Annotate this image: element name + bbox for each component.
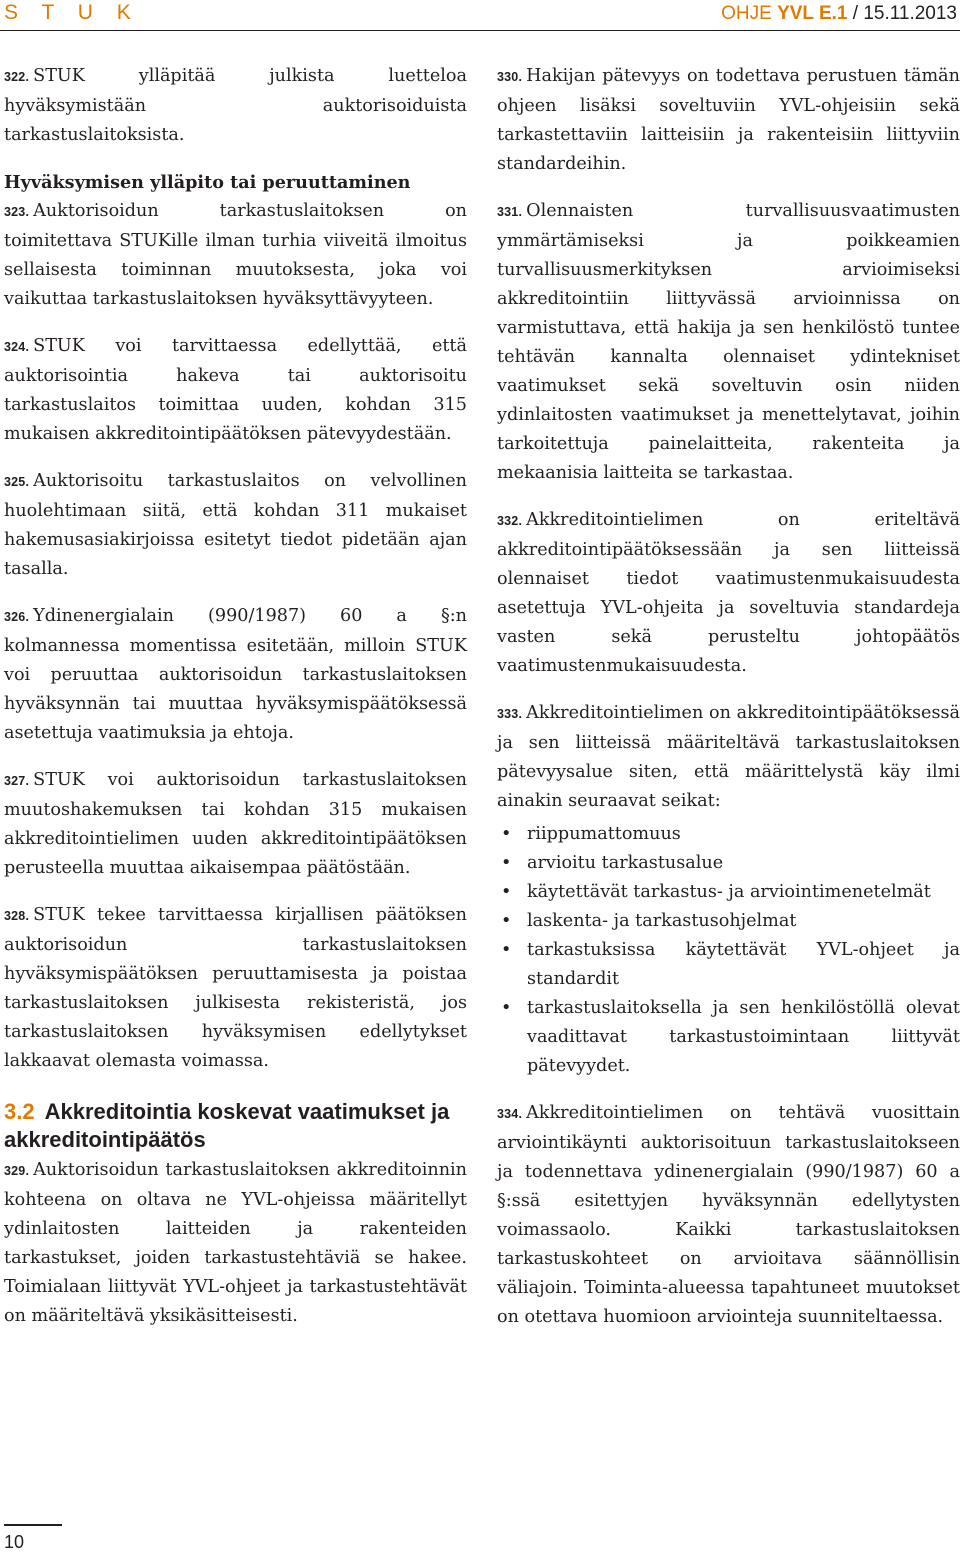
paragraph-number: 330. xyxy=(497,70,523,84)
bullet-icon: • xyxy=(501,853,512,873)
subheading: Hyväksymisen ylläpito tai peruuttaminen xyxy=(4,172,411,193)
paragraph-number: 322. xyxy=(4,70,30,84)
paragraph-number: 326. xyxy=(4,610,30,624)
doc-date: 15.11.2013 xyxy=(863,3,957,24)
paragraph-text: Akkreditointielimen on eriteltävä akkreditointipäätöksessään ja sen liitteissä olennaiset tiedot vaatimustenmukaisuudesta asetettuja YVL-ohjeita ja soveltuvia standardeja vasten sekä perusteltu johtopäätös vaatimustenmukaisuudesta. xyxy=(497,510,960,676)
bullet-icon: • xyxy=(501,882,512,902)
paragraph-325 xyxy=(4,467,467,584)
doc-id: YVL E.1 xyxy=(777,3,848,24)
paragraph-number: 332. xyxy=(497,514,523,528)
paragraph-number: 325. xyxy=(4,475,30,489)
list-item xyxy=(497,936,960,994)
list-item xyxy=(497,994,960,1081)
paragraph-322 xyxy=(4,62,467,150)
paragraph-number: 324. xyxy=(4,340,30,354)
paragraph-324 xyxy=(4,332,467,449)
list-item-text: riippumattomuus xyxy=(527,824,681,844)
paragraph-329 xyxy=(4,1156,467,1331)
paragraph-text: Olennaisten turvallisuusvaatimusten ymmärtämiseksi ja poikkeamien turvallisuusmerkityksen arvioimiseksi akkreditointiin liittyvässä arvioinnissa on varmistuttava, että hakija ja sen henkilöstö tuntee tehtävän kannalta olennaiset ydintekniset vaatimukset sekä soveltuvin osin niiden ydinlaitosten vaatimukset ja menettelytavat, joihin tarkoitettuja painelaitteita, rakenteita ja mekaanisia laitteita se tarkastaa. xyxy=(497,201,960,483)
paragraph-330 xyxy=(497,62,960,179)
doc-separator: / xyxy=(847,3,864,24)
paragraph-text: Akkreditointielimen on akkreditointipäätöksessä ja sen liitteissä määriteltävä tarkastuslaitoksen pätevyysalue siten, että määrittelystä käy ilmi ainakin seuraavat seikat: xyxy=(497,703,960,811)
paragraph-text: STUK ylläpitää julkista luetteloa hyväksymistään auktorisoiduista tarkastuslaitoksista. xyxy=(4,66,467,145)
bullet-icon: • xyxy=(501,998,512,1018)
bullet-icon: • xyxy=(501,940,512,960)
stuk-logo-text: S T U K xyxy=(4,1,140,24)
list-item-text: tarkastuksissa käytettävät YVL-ohjeet ja standardit xyxy=(527,940,960,989)
list-item xyxy=(497,820,960,849)
list-item-text: käytettävät tarkastus- ja arviointimenetelmät xyxy=(527,882,931,902)
paragraph-text: Ydinenergialain (990/1987) 60 a §:n kolmannessa momentissa esitetään, milloin STUK voi peruuttaa auktorisoidun tarkastuslaitoksen hyväksynnän tai muuttaa hyväksymispäätöksessä asetettuja vaatimuksia ja ehtoja. xyxy=(4,606,467,743)
paragraph-text: STUK voi tarvittaessa edellyttää, että auktorisointia hakeva tai auktorisoitu tarkastuslaitos toimittaa uuden, kohdan 315 mukaisen akkreditointipäätöksen pätevyydestään. xyxy=(4,336,467,444)
section-heading xyxy=(4,1098,467,1154)
paragraph-text: Akkreditointielimen on tehtävä vuosittain arviointikäynti auktorisoituun tarkastuslaitokseen ja todennettava ydinenergialain (990/1987) 60 a §:ssä esitettyjen hyväksynnän edellytysten voimassaolo. Kaikki tarkastuslaitoksen tarkastuskohteet on arvioitava säännöllisin väliajoin. Toiminta-alueessa tapahtuneet muutokset on otettava huomioon arviointeja suunniteltaessa. xyxy=(497,1103,960,1327)
paragraph-332 xyxy=(497,506,960,681)
paragraph-number: 327. xyxy=(4,774,30,788)
paragraph-331 xyxy=(497,197,960,488)
paragraph-text: STUK tekee tarvittaessa kirjallisen päätöksen auktorisoidun tarkastuslaitoksen hyväksymispäätöksen peruuttamisesta ja poistaa tarkastuslaitoksen julkisesta rekisteristä, jos tarkastuslaitoksen hyväksymisen edellytykset lakkaavat olemasta voimassa. xyxy=(4,905,467,1071)
paragraph-328 xyxy=(4,901,467,1076)
list-item xyxy=(497,878,960,907)
paragraph-number: 329. xyxy=(4,1164,30,1178)
list-item xyxy=(497,907,960,936)
page-header xyxy=(0,0,960,31)
page-number: 10 xyxy=(4,1532,25,1552)
paragraph-number: 331. xyxy=(497,205,523,219)
paragraph-number: 334. xyxy=(497,1107,523,1121)
paragraph-333 xyxy=(497,699,960,816)
paragraph-text: Auktorisoitu tarkastuslaitos on velvollinen huolehtimaan siitä, että kohdan 311 mukaiset hakemusasiakirjoissa esitetyt tiedot pidetään ajan tasalla. xyxy=(4,471,467,579)
left-column xyxy=(4,44,467,1331)
paragraph-334 xyxy=(497,1099,960,1332)
bullet-list xyxy=(497,820,960,1081)
paragraph-326 xyxy=(4,602,467,748)
footer-rule xyxy=(4,1524,62,1526)
paragraph-text: Hakijan pätevyys on todettava perustuen tämän ohjeen lisäksi soveltuviin YVL-ohjeisiin sekä tarkastettaviin laitteisiin ja rakenteisiin liittyviin standardeihin. xyxy=(497,66,960,174)
section-title: Akkreditointia koskevat vaatimukset ja akkreditointipäätös xyxy=(4,1099,450,1152)
paragraph-text: Auktorisoidun tarkastuslaitoksen on toimitettava STUKille ilman turhia viiveitä ilmoitus sellaisesta toiminnan muutoksesta, joka voi vaikuttaa tarkastuslaitoksen hyväksyttävyyteen. xyxy=(4,201,467,309)
paragraph-text: Auktorisoidun tarkastuslaitoksen akkreditoinnin kohteena on oltava ne YVL-ohjeissa määritellyt ydinlaitosten laitteiden ja rakenteiden tarkastukset, joiden tarkastustehtäviä se hakee. Toimialaan liittyvät YVL-ohjeet ja tarkastustehtävät on määriteltävä yksikäsitteisesti. xyxy=(4,1160,467,1326)
bullet-icon: • xyxy=(501,824,512,844)
paragraph-text: STUK voi auktorisoidun tarkastuslaitoksen muutoshakemuksen tai kohdan 315 mukaisen akkreditointielimen uuden akkreditointipäätöksen perusteella muuttaa aikaisempaa päätöstään. xyxy=(4,770,467,878)
paragraph-number: 333. xyxy=(497,707,523,721)
bullet-icon: • xyxy=(501,911,512,931)
paragraph-327 xyxy=(4,766,467,883)
list-item-text: arvioitu tarkastusalue xyxy=(527,853,724,873)
document-reference xyxy=(721,3,957,25)
list-item-text: tarkastuslaitoksella ja sen henkilöstöllä olevat vaadittavat tarkastustoimintaan liittyvät pätevyydet. xyxy=(527,998,960,1076)
list-item-text: laskenta- ja tarkastusohjelmat xyxy=(527,911,797,931)
paragraph-number: 323. xyxy=(4,205,30,219)
paragraph-323 xyxy=(4,197,467,314)
list-item xyxy=(497,849,960,878)
paragraph-number: 328. xyxy=(4,909,30,923)
right-column xyxy=(497,44,960,1332)
doc-prefix: OHJE xyxy=(721,3,778,24)
section-number: 3.2 xyxy=(4,1099,35,1124)
